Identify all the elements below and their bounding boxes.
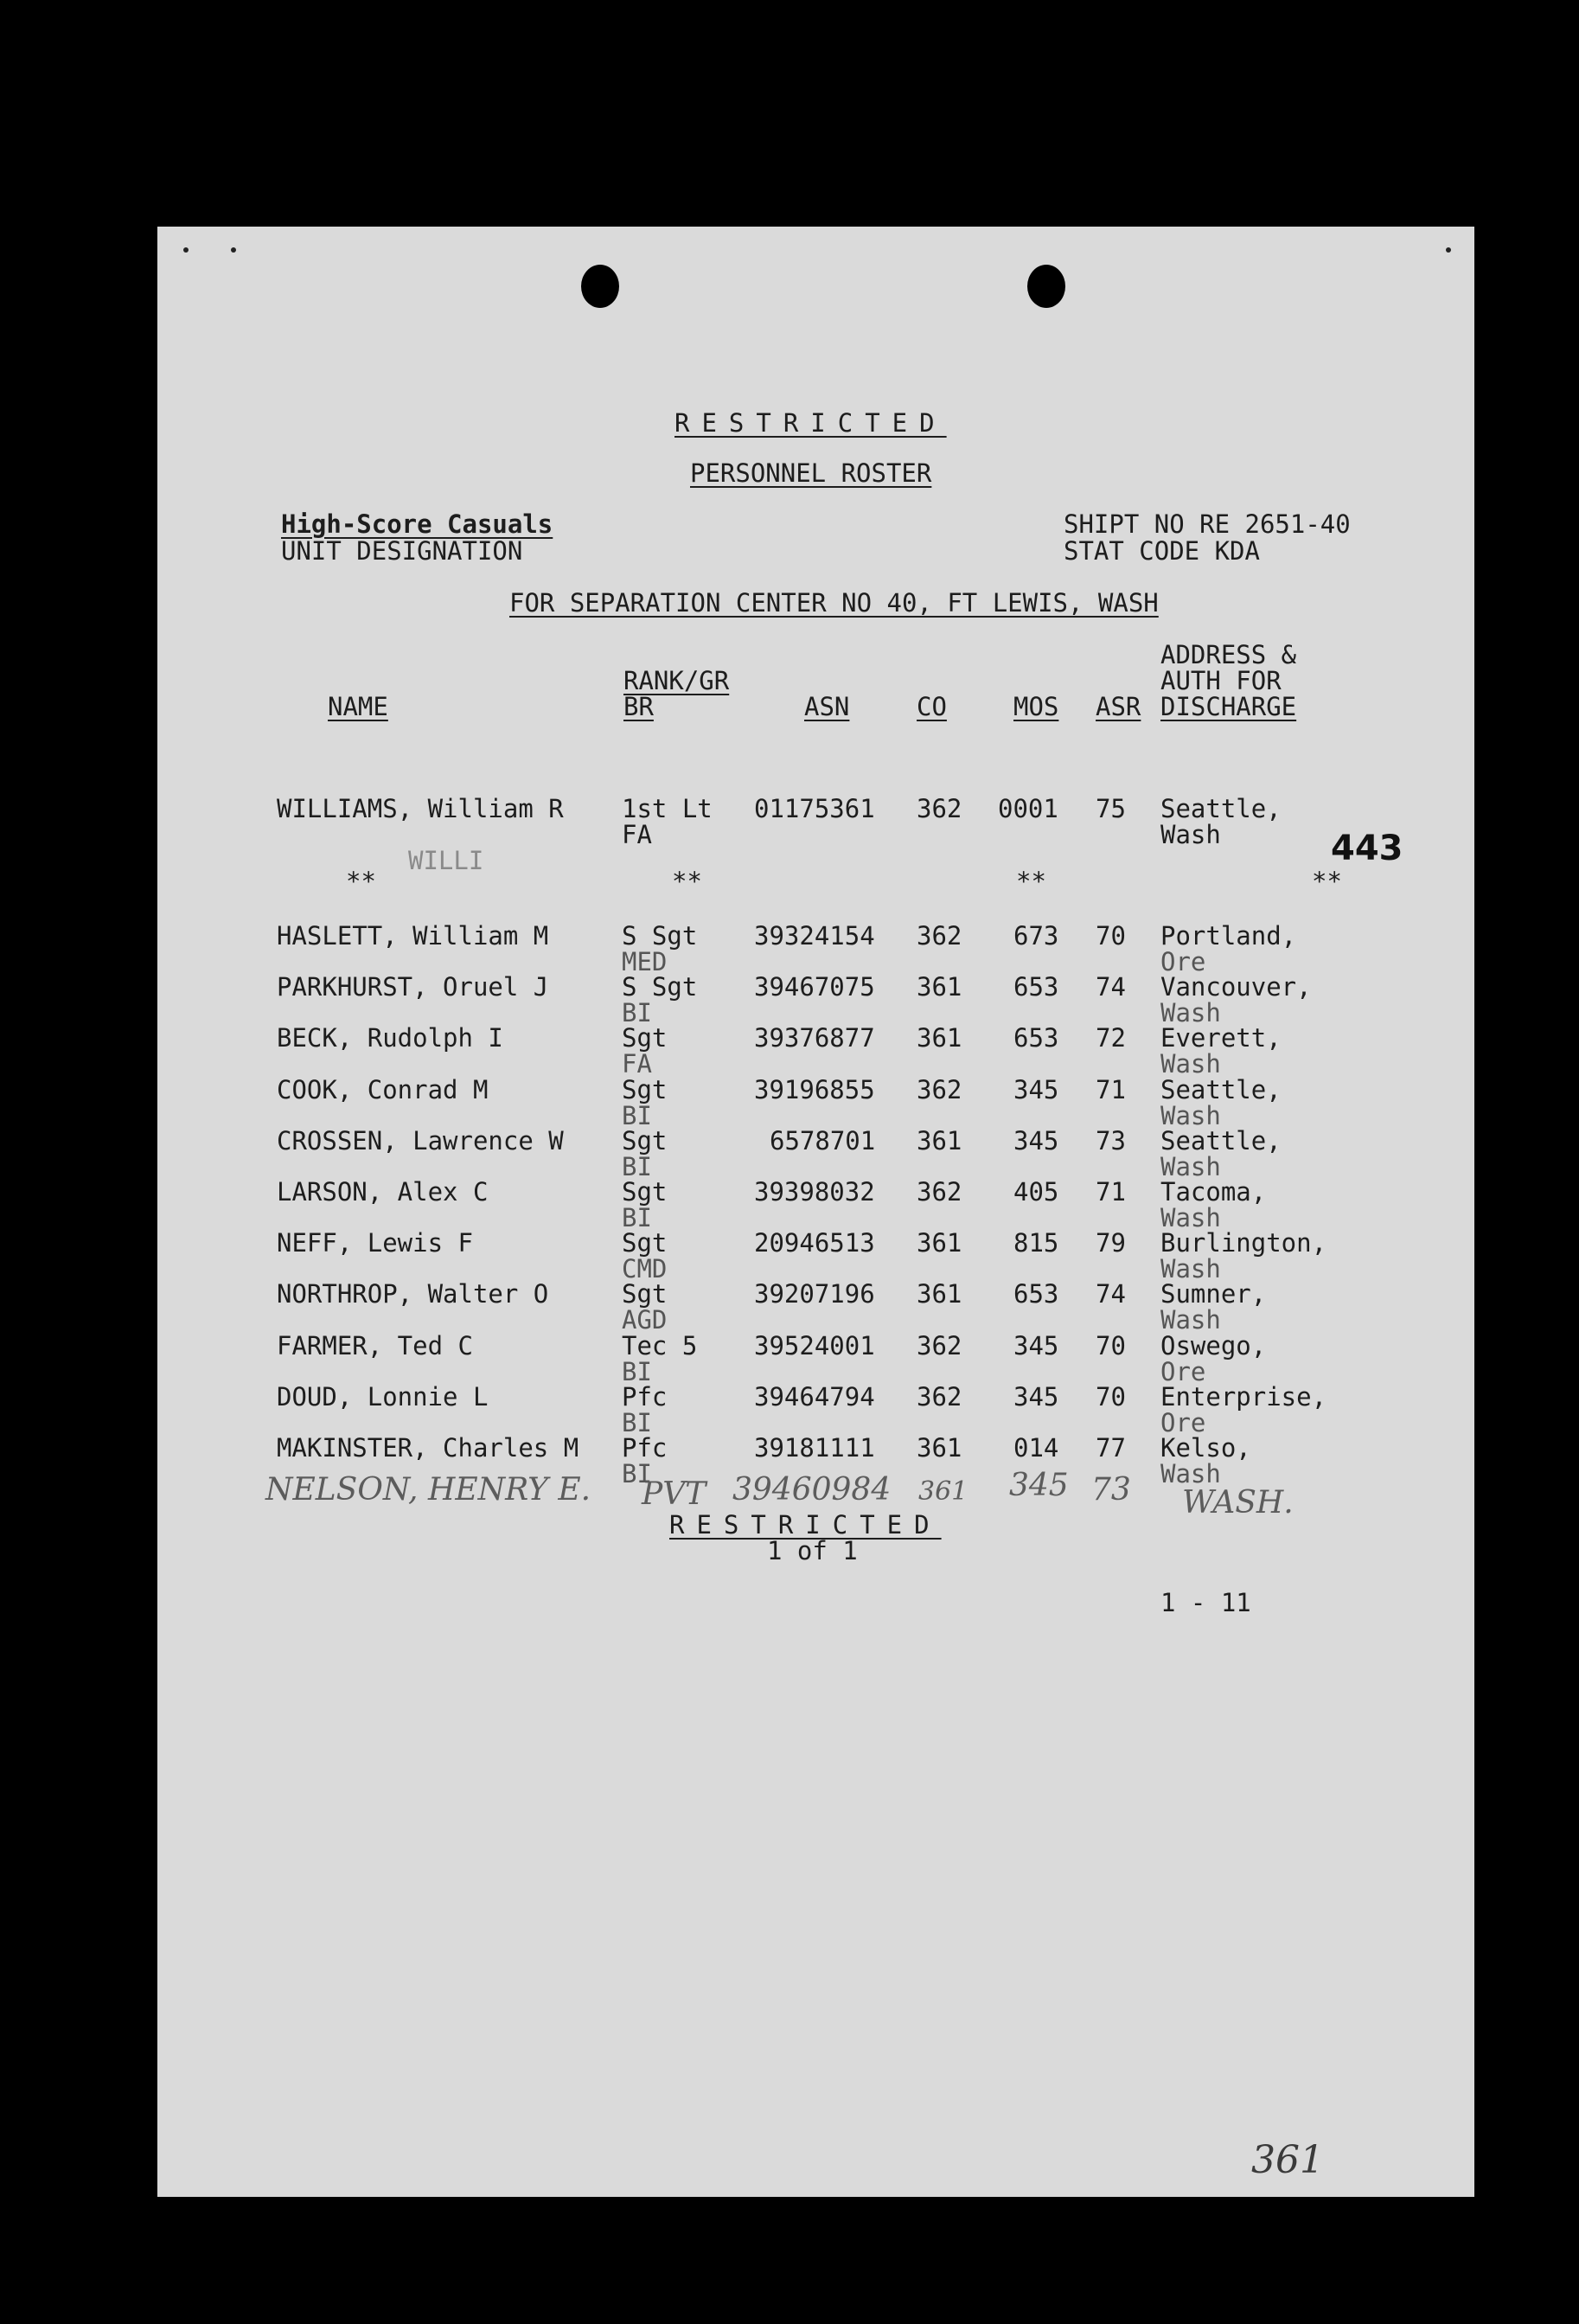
row-city: Oswego, xyxy=(1160,1331,1267,1360)
corner-number: 361 xyxy=(1251,2138,1324,2182)
row-branch: BI xyxy=(622,1408,652,1437)
row-asr: 74 xyxy=(1096,1279,1126,1309)
row-branch: FA xyxy=(622,1049,652,1079)
row-asn: 39181111 xyxy=(754,1433,875,1463)
row-branch: FA xyxy=(622,820,652,849)
row-asn: 01175361 xyxy=(754,794,875,823)
row-state: Wash xyxy=(1160,820,1221,849)
row-mos: 345 xyxy=(1013,1382,1059,1412)
row-asn: 39524001 xyxy=(754,1331,875,1360)
row-city: Enterprise, xyxy=(1160,1382,1327,1412)
row-state: Wash xyxy=(1160,1049,1221,1079)
row-asn: 20946513 xyxy=(754,1228,875,1258)
row-mos: 653 xyxy=(1013,1023,1059,1053)
destination: FOR SEPARATION CENTER NO 40, FT LEWIS, WASH xyxy=(509,588,1159,618)
row-branch: BI xyxy=(622,998,652,1028)
row-state: Ore xyxy=(1160,1357,1206,1386)
row-city: Vancouver, xyxy=(1160,972,1312,1002)
row-rank: S Sgt xyxy=(622,921,698,951)
row-mos: 405 xyxy=(1013,1177,1059,1207)
handwritten-name: NELSON, HENRY E. xyxy=(265,1472,591,1508)
row-city: Seattle, xyxy=(1160,1126,1282,1156)
row-name: NORTHROP, Walter O xyxy=(277,1279,549,1309)
speck xyxy=(231,247,236,253)
row-state: Wash xyxy=(1160,1152,1221,1181)
handwritten-asr: 73 xyxy=(1091,1472,1131,1508)
row-asr: 70 xyxy=(1096,1382,1126,1412)
speck xyxy=(183,247,189,253)
row-city: Portland, xyxy=(1160,921,1297,951)
row-mos: 345 xyxy=(1013,1126,1059,1156)
row-co: 362 xyxy=(917,921,962,951)
punch-hole-right xyxy=(1027,265,1065,308)
row-branch: CMD xyxy=(622,1254,668,1284)
row-branch: MED xyxy=(622,947,668,976)
row-mos: 673 xyxy=(1013,921,1059,951)
row-city: Seattle, xyxy=(1160,794,1282,823)
erased-row-mark-3: ** xyxy=(1016,867,1046,896)
row-branch: AGD xyxy=(622,1305,668,1335)
handwritten-asn: 39460984 xyxy=(732,1472,892,1508)
row-state: Ore xyxy=(1160,947,1206,976)
row-asr: 72 xyxy=(1096,1023,1126,1053)
row-co: 362 xyxy=(917,794,962,823)
row-branch: BI xyxy=(622,1101,652,1130)
speck xyxy=(1446,247,1451,253)
col-address-c: DISCHARGE xyxy=(1160,692,1297,721)
row-name: PARKHURST, Oruel J xyxy=(277,972,549,1002)
row-state: Wash xyxy=(1160,1203,1221,1232)
station-code: STAT CODE KDA xyxy=(1064,536,1260,566)
row-state: Wash xyxy=(1160,1101,1221,1130)
row-name: CROSSEN, Lawrence W xyxy=(277,1126,564,1156)
unit-name: High-Score Casuals xyxy=(281,509,553,539)
row-name: WILLIAMS, William R xyxy=(277,794,564,823)
row-asr: 71 xyxy=(1096,1177,1126,1207)
erased-row-mark-1: ** xyxy=(346,867,376,896)
restricted-footer: RESTRICTED xyxy=(669,1510,942,1540)
handwritten-rank: PVT xyxy=(642,1476,706,1512)
row-mos: 653 xyxy=(1013,1279,1059,1309)
handwritten-co: 361 xyxy=(918,1476,968,1507)
row-name: HASLETT, William M xyxy=(277,921,549,951)
row-name: FARMER, Ted C xyxy=(277,1331,473,1360)
punch-hole-left xyxy=(581,265,619,308)
handwritten-mos: 345 xyxy=(1009,1468,1069,1503)
row-rank: Pfc xyxy=(622,1382,668,1412)
row-co: 362 xyxy=(917,1382,962,1412)
row-asr: 79 xyxy=(1096,1228,1126,1258)
erased-row-mark-2: ** xyxy=(672,867,702,896)
roster-page xyxy=(157,227,1474,2197)
row-state: Wash xyxy=(1160,998,1221,1028)
col-asn: ASN xyxy=(804,692,850,721)
row-mos: 345 xyxy=(1013,1331,1059,1360)
row-rank: Sgt xyxy=(622,1228,668,1258)
row-branch: BI xyxy=(622,1152,652,1181)
row-asn: 39196855 xyxy=(754,1075,875,1104)
row-mos: 014 xyxy=(1013,1433,1059,1463)
row-co: 361 xyxy=(917,1279,962,1309)
row-asr: 75 xyxy=(1096,794,1126,823)
document-title: PERSONNEL ROSTER xyxy=(690,458,932,488)
row-name: NEFF, Lewis F xyxy=(277,1228,473,1258)
row-branch: BI xyxy=(622,1459,652,1489)
row-name: DOUD, Lonnie L xyxy=(277,1382,489,1412)
row-asn: 39464794 xyxy=(754,1382,875,1412)
row-branch: BI xyxy=(622,1357,652,1386)
shipment-number: SHIPT NO RE 2651-40 xyxy=(1064,509,1351,539)
row-state: Ore xyxy=(1160,1408,1206,1437)
erased-row-mark-4: ** xyxy=(1312,867,1342,896)
row-state: Wash xyxy=(1160,1254,1221,1284)
row-asn: 39467075 xyxy=(754,972,875,1002)
col-address-a: ADDRESS & xyxy=(1160,640,1297,669)
row-rank: Pfc xyxy=(622,1433,668,1463)
row-co: 362 xyxy=(917,1177,962,1207)
row-co: 361 xyxy=(917,972,962,1002)
row-asn: 39207196 xyxy=(754,1279,875,1309)
row-city: Burlington, xyxy=(1160,1228,1327,1258)
col-rank-b: BR xyxy=(623,692,654,721)
row-asr: 77 xyxy=(1096,1433,1126,1463)
row-rank: Tec 5 xyxy=(622,1331,698,1360)
row-city: Tacoma, xyxy=(1160,1177,1267,1207)
row-mos: 653 xyxy=(1013,972,1059,1002)
stamp-number: 443 xyxy=(1331,829,1403,868)
row-co: 362 xyxy=(917,1331,962,1360)
row-asr: 70 xyxy=(1096,1331,1126,1360)
row-asn: 6578701 xyxy=(770,1126,876,1156)
row-co: 361 xyxy=(917,1126,962,1156)
restricted-heading: RESTRICTED xyxy=(674,408,947,438)
row-rank: S Sgt xyxy=(622,972,698,1002)
col-address-b: AUTH FOR xyxy=(1160,666,1282,695)
record-range: 1 - 11 xyxy=(1160,1588,1251,1617)
row-rank: 1st Lt xyxy=(622,794,713,823)
row-asr: 74 xyxy=(1096,972,1126,1002)
page-indicator: 1 of 1 xyxy=(767,1536,858,1565)
row-city: Kelso, xyxy=(1160,1433,1251,1463)
row-co: 362 xyxy=(917,1075,962,1104)
col-mos: MOS xyxy=(1013,692,1059,721)
row-name: COOK, Conrad M xyxy=(277,1075,489,1104)
row-state: Wash xyxy=(1160,1459,1221,1489)
col-co: CO xyxy=(917,692,947,721)
row-rank: Sgt xyxy=(622,1177,668,1207)
row-asr: 70 xyxy=(1096,921,1126,951)
col-asr: ASR xyxy=(1096,692,1141,721)
row-name: BECK, Rudolph I xyxy=(277,1023,503,1053)
row-name: LARSON, Alex C xyxy=(277,1177,489,1207)
row-branch: BI xyxy=(622,1203,652,1232)
row-name: MAKINSTER, Charles M xyxy=(277,1433,579,1463)
col-rank-a: RANK/GR xyxy=(623,666,730,695)
row-asn: 39376877 xyxy=(754,1023,875,1053)
row-mos: 345 xyxy=(1013,1075,1059,1104)
unit-label: UNIT DESIGNATION xyxy=(281,536,523,566)
row-city: Everett, xyxy=(1160,1023,1282,1053)
row-co: 361 xyxy=(917,1228,962,1258)
row-state: Wash xyxy=(1160,1305,1221,1335)
row-asr: 71 xyxy=(1096,1075,1126,1104)
row-mos: 0001 xyxy=(998,794,1058,823)
row-rank: Sgt xyxy=(622,1126,668,1156)
handwritten-state: WASH. xyxy=(1182,1485,1294,1521)
row-asn: 39398032 xyxy=(754,1177,875,1207)
row-city: Seattle, xyxy=(1160,1075,1282,1104)
row-co: 361 xyxy=(917,1433,962,1463)
row-rank: Sgt xyxy=(622,1279,668,1309)
row-asr: 73 xyxy=(1096,1126,1126,1156)
row-rank: Sgt xyxy=(622,1075,668,1104)
row-co: 361 xyxy=(917,1023,962,1053)
row-asn: 39324154 xyxy=(754,921,875,951)
row-mos: 815 xyxy=(1013,1228,1059,1258)
col-name: NAME xyxy=(328,692,388,721)
row-city: Sumner, xyxy=(1160,1279,1267,1309)
row-rank: Sgt xyxy=(622,1023,668,1053)
erased-row-name: WILLI xyxy=(408,846,484,875)
